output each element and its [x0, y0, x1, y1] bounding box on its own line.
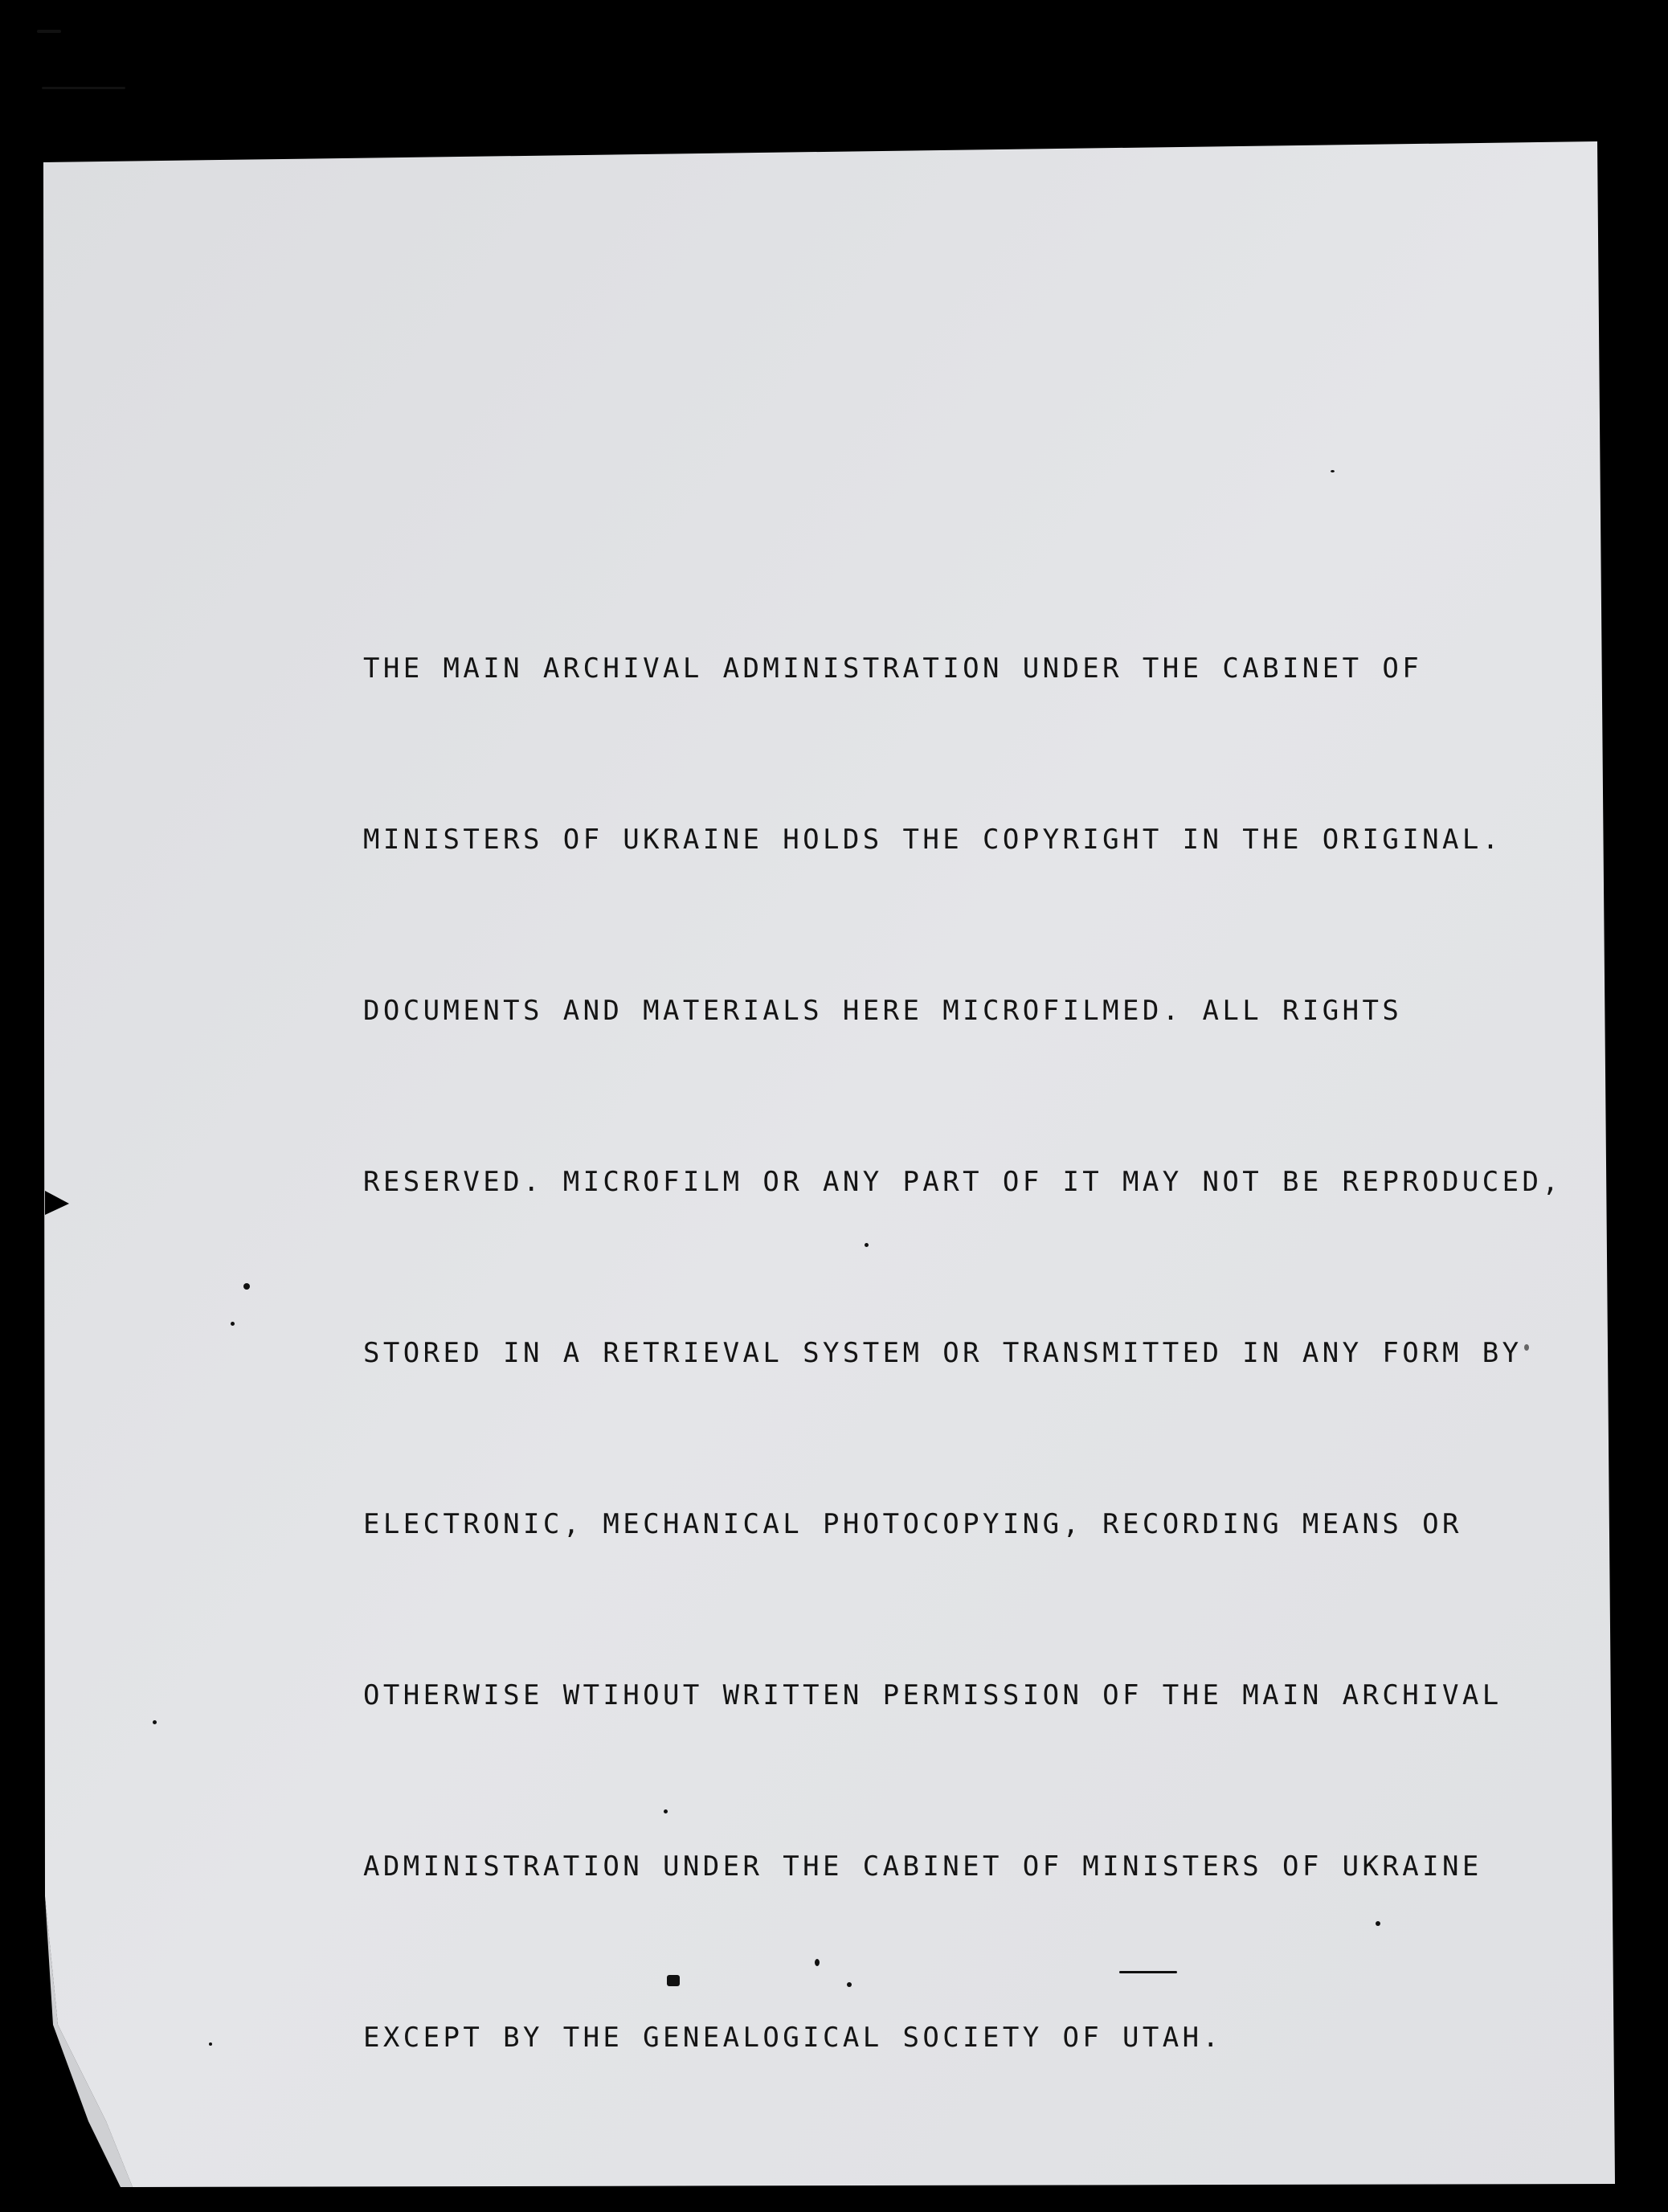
notice-line: ELECTRONIC, MECHANICAL PHOTOCOPYING, RECORDING MEANS OR — [363, 1508, 1462, 1540]
dust-speck — [153, 1720, 157, 1724]
dust-speck — [37, 30, 61, 33]
notice-line: STORED IN A RETRIEVAL SYSTEM OR TRANSMITTED IN ANY FORM BY — [363, 1337, 1523, 1369]
dust-speck — [1331, 470, 1335, 472]
notice-line: THE MAIN ARCHIVAL ADMINISTRATION UNDER THE CABINET OF — [363, 652, 1423, 685]
dust-speck — [42, 87, 125, 89]
copyright-notice — [363, 526, 1563, 2181]
notice-line: ADMINISTRATION UNDER THE CABINET OF MINISTERS OF UKRAINE — [363, 1850, 1482, 1883]
notice-line: EXCEPT BY THE GENEALOGICAL SOCIETY OF UTAH. — [363, 2022, 1223, 2054]
notice-line: MINISTERS OF UKRAINE HOLDS THE COPYRIGHT IN THE ORIGINAL. — [363, 824, 1502, 856]
dust-speck — [231, 1322, 235, 1326]
dust-speck — [209, 2042, 212, 2046]
dust-speck — [1524, 1344, 1529, 1351]
notice-line: RESERVED. MICROFILM OR ANY PART OF IT MAY NOT BE REPRODUCED, — [363, 1166, 1563, 1198]
dust-speck — [243, 1283, 250, 1290]
notice-line: OTHERWISE WTIHOUT WRITTEN PERMISSION OF THE MAIN ARCHIVAL — [363, 1679, 1502, 1711]
notice-line: DOCUMENTS AND MATERIALS HERE MICROFILMED. ALL RIGHTS — [363, 995, 1403, 1027]
